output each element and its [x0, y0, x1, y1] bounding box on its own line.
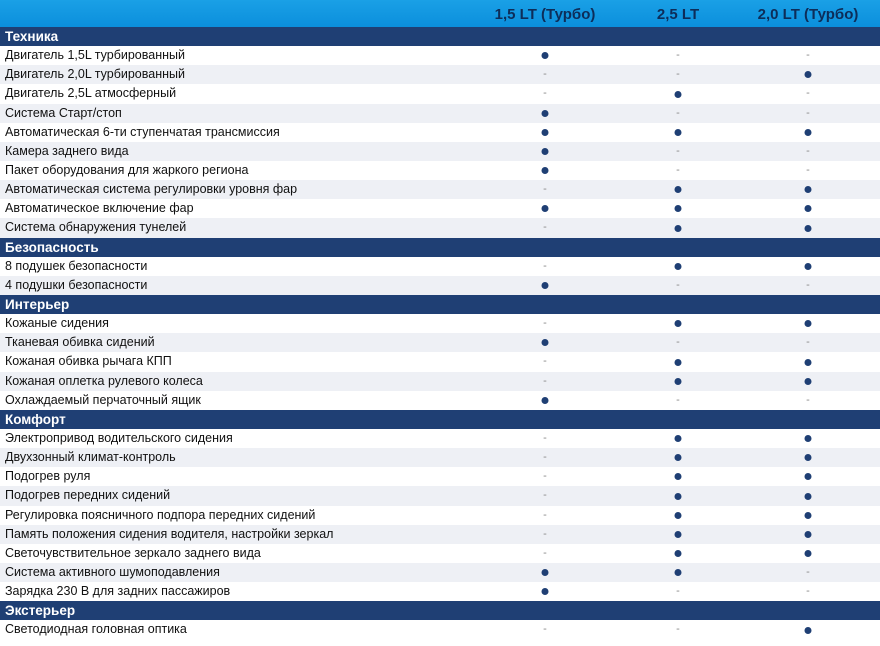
bullet-icon	[542, 52, 549, 59]
included-dot-icon	[805, 180, 812, 199]
table-row	[0, 180, 880, 199]
included-dot-icon	[805, 544, 812, 563]
feature-label: Кожаная оплетка рулевого колеса	[5, 373, 203, 388]
bullet-icon	[675, 225, 682, 232]
bullet-icon	[675, 359, 682, 366]
feature-label: Двигатель 2,0L турбированный	[5, 67, 185, 82]
bullet-icon	[805, 512, 812, 519]
included-dot-icon	[542, 104, 549, 123]
table-row	[0, 46, 880, 65]
table-row	[0, 104, 880, 123]
included-dot-icon	[675, 352, 682, 371]
bullet-icon	[805, 225, 812, 232]
not-included-dash: -	[676, 336, 680, 349]
feature-label: 4 подушки безопасности	[5, 277, 148, 292]
bullet-icon	[675, 263, 682, 270]
bullet-icon	[805, 320, 812, 327]
bullet-icon	[675, 512, 682, 519]
table-body	[0, 27, 880, 640]
included-dot-icon	[675, 84, 682, 103]
not-included-dash: -	[806, 163, 810, 176]
bullet-icon	[542, 148, 549, 155]
not-included-dash: -	[543, 221, 547, 234]
bullet-icon	[675, 378, 682, 385]
not-included-dash: -	[543, 259, 547, 272]
feature-label: Кожаная обивка рычага КПП	[5, 354, 172, 369]
bullet-icon	[805, 186, 812, 193]
included-dot-icon	[542, 123, 549, 142]
table-row	[0, 333, 880, 352]
not-included-dash: -	[543, 623, 547, 636]
section-header	[0, 601, 880, 620]
included-dot-icon	[675, 525, 682, 544]
included-dot-icon	[805, 429, 812, 448]
included-dot-icon	[805, 352, 812, 371]
feature-label: Память положения сидения водителя, настройки зеркал	[5, 526, 334, 541]
not-included-dash: -	[543, 546, 547, 559]
table-row	[0, 123, 880, 142]
included-dot-icon	[675, 180, 682, 199]
not-included-dash: -	[676, 144, 680, 157]
not-included-dash: -	[543, 527, 547, 540]
feature-label: Кожаные сидения	[5, 316, 109, 331]
not-included-dash: -	[676, 49, 680, 62]
table-row	[0, 161, 880, 180]
section-header	[0, 238, 880, 257]
table-row	[0, 142, 880, 161]
bullet-icon	[675, 569, 682, 576]
included-dot-icon	[675, 199, 682, 218]
bullet-icon	[805, 531, 812, 538]
table-row	[0, 582, 880, 601]
bullet-icon	[542, 129, 549, 136]
not-included-dash: -	[806, 585, 810, 598]
feature-label: Автоматическая система регулировки уровня фар	[5, 182, 298, 197]
not-included-dash: -	[806, 336, 810, 349]
table-row	[0, 218, 880, 237]
bullet-icon	[542, 282, 549, 289]
bullet-icon	[675, 91, 682, 98]
not-included-dash: -	[806, 87, 810, 100]
included-dot-icon	[542, 333, 549, 352]
not-included-dash: -	[676, 623, 680, 636]
included-dot-icon	[542, 582, 549, 601]
bullet-icon	[675, 435, 682, 442]
bullet-icon	[805, 627, 812, 634]
included-dot-icon	[542, 46, 549, 65]
feature-label: Автоматическое включение фар	[5, 201, 194, 216]
table-row	[0, 314, 880, 333]
feature-label: Автоматическая 6-ти ступенчатая трансмиссия	[5, 124, 280, 139]
bullet-icon	[542, 167, 549, 174]
section-title: Экстерьер	[5, 603, 76, 619]
included-dot-icon	[805, 525, 812, 544]
table-row	[0, 372, 880, 391]
bullet-icon	[675, 186, 682, 193]
included-dot-icon	[675, 123, 682, 142]
bullet-icon	[542, 339, 549, 346]
feature-label: 8 подушек безопасности	[5, 258, 148, 273]
bullet-icon	[675, 550, 682, 557]
table-row	[0, 620, 880, 639]
included-dot-icon	[805, 448, 812, 467]
included-dot-icon	[805, 372, 812, 391]
included-dot-icon	[675, 372, 682, 391]
included-dot-icon	[675, 506, 682, 525]
included-dot-icon	[675, 257, 682, 276]
included-dot-icon	[675, 314, 682, 333]
column-header-2-0-turbo: 2,0 LT (Турбо)	[757, 6, 859, 23]
not-included-dash: -	[676, 585, 680, 598]
included-dot-icon	[542, 563, 549, 582]
included-dot-icon	[675, 218, 682, 237]
bullet-icon	[805, 550, 812, 557]
bullet-icon	[805, 359, 812, 366]
bullet-icon	[805, 473, 812, 480]
included-dot-icon	[542, 161, 549, 180]
bullet-icon	[542, 110, 549, 117]
table-row	[0, 84, 880, 103]
included-dot-icon	[675, 467, 682, 486]
table-row	[0, 563, 880, 582]
included-dot-icon	[805, 218, 812, 237]
feature-label: Подогрев передних сидений	[5, 488, 171, 503]
not-included-dash: -	[676, 163, 680, 176]
feature-label: Электропривод водительского сидения	[5, 430, 233, 445]
section-title: Техника	[5, 29, 59, 44]
section-header	[0, 410, 880, 429]
feature-label: Охлаждаемый перчаточный ящик	[5, 392, 201, 407]
column-header-2-5: 2,5 LT	[656, 6, 700, 23]
feature-label: Двухзонный климат-контроль	[5, 450, 176, 465]
not-included-dash: -	[676, 68, 680, 81]
column-header-1-5-turbo: 1,5 LT (Турбо)	[494, 6, 596, 23]
included-dot-icon	[805, 199, 812, 218]
bullet-icon	[805, 129, 812, 136]
table-row	[0, 257, 880, 276]
bullet-icon	[675, 473, 682, 480]
table-row	[0, 276, 880, 295]
not-included-dash: -	[543, 87, 547, 100]
included-dot-icon	[542, 142, 549, 161]
bullet-icon	[675, 493, 682, 500]
not-included-dash: -	[543, 183, 547, 196]
bullet-icon	[675, 205, 682, 212]
table-row	[0, 486, 880, 505]
table-row	[0, 199, 880, 218]
included-dot-icon	[675, 448, 682, 467]
included-dot-icon	[675, 486, 682, 505]
not-included-dash: -	[543, 68, 547, 81]
included-dot-icon	[675, 544, 682, 563]
bullet-icon	[675, 454, 682, 461]
not-included-dash: -	[543, 431, 547, 444]
not-included-dash: -	[543, 451, 547, 464]
table-row	[0, 506, 880, 525]
included-dot-icon	[805, 314, 812, 333]
bullet-icon	[805, 71, 812, 78]
included-dot-icon	[805, 65, 812, 84]
not-included-dash: -	[676, 278, 680, 291]
included-dot-icon	[805, 467, 812, 486]
included-dot-icon	[675, 563, 682, 582]
bullet-icon	[542, 205, 549, 212]
bullet-icon	[805, 205, 812, 212]
feature-label: Подогрев руля	[5, 469, 91, 484]
bullet-icon	[542, 588, 549, 595]
not-included-dash: -	[806, 278, 810, 291]
bullet-icon	[805, 493, 812, 500]
feature-label: Система обнаружения тунелей	[5, 220, 187, 235]
not-included-dash: -	[543, 470, 547, 483]
not-included-dash: -	[543, 374, 547, 387]
included-dot-icon	[805, 506, 812, 525]
bullet-icon	[805, 263, 812, 270]
included-dot-icon	[805, 486, 812, 505]
not-included-dash: -	[806, 393, 810, 406]
feature-label: Система активного шумоподавления	[5, 564, 220, 579]
table-row	[0, 391, 880, 410]
bullet-icon	[805, 435, 812, 442]
included-dot-icon	[675, 429, 682, 448]
bullet-icon	[805, 454, 812, 461]
not-included-dash: -	[543, 489, 547, 502]
not-included-dash: -	[806, 565, 810, 578]
bullet-icon	[542, 397, 549, 404]
section-header	[0, 295, 880, 314]
table-row	[0, 352, 880, 371]
section-title: Безопасность	[5, 239, 99, 255]
feature-label: Двигатель 2,5L атмосферный	[5, 86, 177, 101]
not-included-dash: -	[543, 317, 547, 330]
table-row	[0, 65, 880, 84]
feature-label: Регулировка поясничного подпора передних сидений	[5, 507, 316, 522]
table-row	[0, 467, 880, 486]
feature-label: Двигатель 1,5L турбированный	[5, 48, 185, 63]
feature-label: Камера заднего вида	[5, 143, 129, 158]
not-included-dash: -	[543, 355, 547, 368]
table-row	[0, 429, 880, 448]
not-included-dash: -	[806, 106, 810, 119]
feature-label: Тканевая обивка сидений	[5, 335, 155, 350]
feature-label: Светодиодная головная оптика	[5, 622, 187, 637]
not-included-dash: -	[806, 144, 810, 157]
section-header	[0, 27, 880, 46]
table-row	[0, 544, 880, 563]
feature-label: Светочувствительное зеркало заднего вида	[5, 545, 261, 560]
included-dot-icon	[805, 620, 812, 639]
not-included-dash: -	[676, 393, 680, 406]
table-row	[0, 448, 880, 467]
bullet-icon	[675, 129, 682, 136]
not-included-dash: -	[543, 508, 547, 521]
table-row	[0, 525, 880, 544]
feature-label: Зарядка 230 В для задних пассажиров	[5, 584, 231, 599]
feature-label: Система Старт/стоп	[5, 105, 122, 120]
not-included-dash: -	[806, 49, 810, 62]
not-included-dash: -	[676, 106, 680, 119]
included-dot-icon	[805, 123, 812, 142]
table-header	[0, 0, 880, 27]
section-title: Комфорт	[5, 411, 66, 427]
bullet-icon	[675, 320, 682, 327]
included-dot-icon	[542, 391, 549, 410]
included-dot-icon	[805, 257, 812, 276]
bullet-icon	[805, 378, 812, 385]
included-dot-icon	[542, 199, 549, 218]
section-title: Интерьер	[5, 296, 70, 312]
feature-label: Пакет оборудования для жаркого региона	[5, 162, 249, 177]
bullet-icon	[675, 531, 682, 538]
included-dot-icon	[542, 276, 549, 295]
bullet-icon	[542, 569, 549, 576]
